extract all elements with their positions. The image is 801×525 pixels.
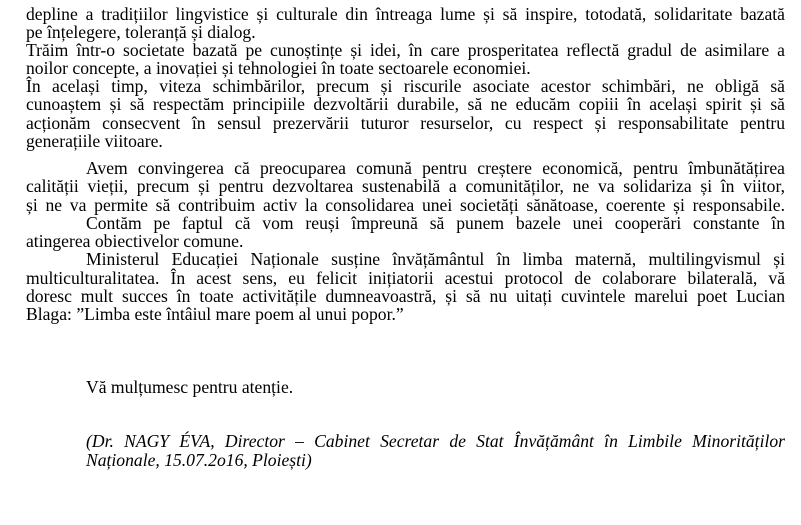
signature-line: Naționale, 15.07.2o16, Ploiești) [86, 450, 312, 470]
paragraph-line: doresc mult succes în toate activitățile dumneavoastră, și să nu uitați cuvintele marelui poet Lucian [26, 286, 785, 306]
paragraph-line: Contăm pe faptul că vom reuși împreună să punem bazele unei cooperări constante în [86, 213, 785, 233]
paragraph-line: În același timp, viteza schimbărilor, precum și riscurile asociate acestor schimbări, ne obligă să [26, 76, 785, 96]
paragraph-line: Blaga: ”Limba este întâiul mare poem al unui popor.” [26, 304, 404, 324]
paragraph-line: calității vieții, precum și pentru dezvoltarea sustenabilă a comunităților, ne va solidariza și în viitor, [26, 176, 785, 196]
paragraph-line: și ne va permite să contribuim activ la consolidarea unei societăți sănătoase, coerente și responsabile. [26, 195, 785, 215]
paragraph-line: Avem convingerea că preocuparea comună pentru creștere economică, pentru îmbunătățirea [86, 158, 785, 178]
paragraph-line: noilor concepte, a inovației și tehnologiei în toate sectoarele economiei. [26, 58, 531, 78]
paragraph-line: depline a tradițiilor lingvistice și culturale din întreaga lume și să inspire, totodată, solidaritate bazată [26, 4, 785, 24]
paragraph-line: acționăm consecvent în sensul prezervării tuturor resurselor, cu respect și responsabilitate pentru [26, 113, 785, 133]
paragraph-line: Trăim într-o societate bazată pe cunoștințe și idei, în care prosperitatea reflectă gradul de asimilare a [26, 40, 785, 60]
paragraph-line: cunoaștem și să respectăm principiile dezvoltării durabile, să ne educăm copiii în același spirit și să [26, 94, 785, 114]
paragraph-line: generațiile viitoare. [26, 131, 163, 151]
closing-line: Vă mulțumesc pentru atenție. [86, 377, 294, 397]
paragraph-line: atingerea obiectivelor comune. [26, 231, 244, 251]
signature-line: (Dr. NAGY ÉVA, Director – Cabinet Secretar de Stat Învățământ în Limbile Minorităților [86, 431, 785, 451]
paragraph-line: pe înțelegere, toleranță și dialog. [26, 22, 256, 42]
paragraph-line: Ministerul Educației Naționale susține învățământul în limba maternă, multilingvismul și [86, 249, 785, 269]
paragraph-line: multiculturalitatea. În acest sens, eu felicit inițiatorii acestui protocol de colaborare bilaterală, vă [26, 268, 785, 288]
